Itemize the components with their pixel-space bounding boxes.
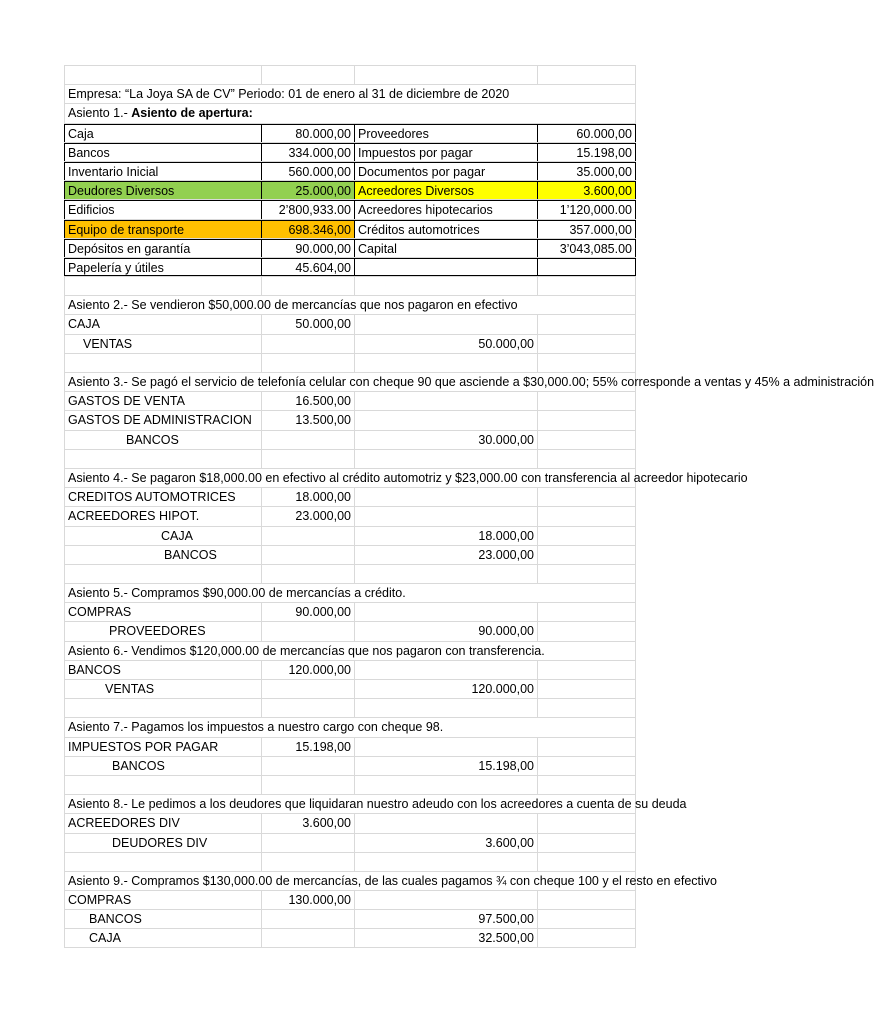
asiento-4-title[interactable]: Asiento 4.- Se pagaron $18,000.00 en efectivo al crédito automotriz y $23,000.00 con transferencia al acreedor hipotecario (64, 469, 636, 487)
asiento-title-row (64, 641, 636, 660)
cell[interactable] (261, 277, 354, 295)
credit-account[interactable]: CAJA (64, 527, 261, 545)
company-row (64, 84, 636, 103)
opening-credit-account[interactable]: Proveedores (354, 124, 537, 142)
credit-account[interactable]: VENTAS (64, 680, 261, 698)
debit-amount[interactable]: 90.000,00 (261, 603, 354, 621)
cell[interactable] (261, 66, 354, 84)
cell[interactable] (261, 757, 354, 775)
cell[interactable] (354, 738, 537, 756)
cell[interactable] (537, 603, 636, 621)
cell[interactable] (354, 853, 537, 871)
cell[interactable] (261, 699, 354, 717)
credit-amount[interactable]: 120.000,00 (354, 680, 537, 698)
cell[interactable] (537, 488, 636, 506)
opening-debit-amount[interactable]: 698.346,00 (261, 220, 354, 238)
asiento-1-title[interactable] (64, 104, 636, 122)
opening-credit-amount[interactable]: 1’120,000.00 (537, 200, 636, 218)
credit-amount[interactable]: 3.600,00 (354, 834, 537, 852)
opening-debit-amount[interactable]: 80.000,00 (261, 124, 354, 142)
opening-credit-account[interactable] (354, 258, 537, 276)
journal-row (64, 487, 636, 506)
empty-row (64, 65, 636, 84)
opening-debit-amount[interactable]: 2’800,933.00 (261, 200, 354, 218)
cell[interactable] (261, 910, 354, 928)
asiento-3-title[interactable]: Asiento 3.- Se pagó el servicio de telefonía celular con cheque 90 que asciende a $30,000.00; 55% corresponde a ventas y 45% a administración (64, 373, 636, 391)
cell[interactable] (354, 565, 537, 583)
cell[interactable] (354, 661, 537, 679)
cell[interactable] (537, 699, 636, 717)
empty-row (64, 276, 636, 295)
journal-row (64, 334, 636, 353)
cell[interactable] (537, 680, 636, 698)
journal-row (64, 737, 636, 756)
cell[interactable] (354, 699, 537, 717)
cell[interactable] (354, 354, 537, 372)
asiento-1-prefix: Asiento 1.- (68, 106, 132, 121)
cell[interactable] (537, 853, 636, 871)
journal-row (64, 909, 636, 928)
debit-amount[interactable]: 3.600,00 (261, 814, 354, 832)
spreadsheet (64, 65, 874, 948)
credit-amount[interactable]: 90.000,00 (354, 622, 537, 640)
cell[interactable] (537, 392, 636, 410)
opening-credit-amount[interactable]: 3.600,00 (537, 181, 636, 199)
credit-amount[interactable]: 15.198,00 (354, 757, 537, 775)
cell[interactable] (64, 66, 261, 84)
asiento-7-title[interactable]: Asiento 7.- Pagamos los impuestos a nuestro cargo con cheque 98. (64, 718, 636, 736)
debit-amount[interactable]: 23.000,00 (261, 507, 354, 525)
opening-debit-amount[interactable]: 560.000,00 (261, 162, 354, 180)
cell[interactable] (64, 853, 261, 871)
opening-credit-account[interactable]: Capital (354, 239, 537, 257)
empty-row (64, 449, 636, 468)
debit-account[interactable]: GASTOS DE ADMINISTRACION (64, 411, 261, 429)
cell[interactable] (537, 335, 636, 353)
credit-account[interactable]: BANCOS (64, 757, 261, 775)
debit-amount[interactable]: 16.500,00 (261, 392, 354, 410)
cell[interactable] (537, 738, 636, 756)
cell[interactable] (537, 450, 636, 468)
asiento-title-row (64, 295, 636, 314)
journal-row (64, 391, 636, 410)
credit-amount[interactable]: 18.000,00 (354, 527, 537, 545)
opening-credit-account[interactable]: Acreedores Diversos (354, 181, 537, 199)
debit-account[interactable]: COMPRAS (64, 603, 261, 621)
opening-debit-account[interactable]: Papelería y útiles (64, 258, 261, 276)
cell[interactable] (354, 488, 537, 506)
debit-account[interactable]: CAJA (64, 315, 261, 333)
cell[interactable] (537, 910, 636, 928)
opening-credit-amount[interactable]: 3’043,085.00 (537, 239, 636, 257)
opening-debit-account[interactable]: Caja (64, 124, 261, 142)
debit-account[interactable]: GASTOS DE VENTA (64, 392, 261, 410)
debit-amount[interactable]: 18.000,00 (261, 488, 354, 506)
debit-account[interactable]: BANCOS (64, 661, 261, 679)
cell[interactable] (537, 661, 636, 679)
opening-row (64, 219, 636, 238)
debit-account[interactable]: ACREEDORES HIPOT. (64, 507, 261, 525)
debit-account[interactable]: ACREEDORES DIV (64, 814, 261, 832)
journal-row (64, 602, 636, 621)
cell[interactable] (354, 776, 537, 794)
asiento-1-row (64, 103, 636, 122)
asiento-title-row (64, 583, 636, 602)
opening-credit-account[interactable]: Créditos automotrices (354, 220, 537, 238)
opening-row (64, 199, 636, 218)
debit-account[interactable]: IMPUESTOS POR PAGAR (64, 738, 261, 756)
cell[interactable] (261, 929, 354, 946)
cell[interactable] (537, 834, 636, 852)
cell[interactable] (64, 776, 261, 794)
cell[interactable] (537, 507, 636, 525)
cell[interactable] (537, 757, 636, 775)
cell[interactable] (354, 66, 537, 84)
journal-row (64, 506, 636, 525)
opening-debit-account[interactable]: Deudores Diversos (64, 181, 261, 199)
journal-row (64, 410, 636, 429)
opening-debit-account[interactable]: Depósitos en garantía (64, 239, 261, 257)
cell[interactable] (537, 66, 636, 84)
cell[interactable] (261, 565, 354, 583)
cell[interactable] (64, 699, 261, 717)
journal-row (64, 890, 636, 909)
credit-account[interactable]: BANCOS (64, 910, 261, 928)
cell[interactable] (64, 565, 261, 583)
cell[interactable] (537, 411, 636, 429)
credit-account[interactable]: BANCOS (64, 431, 261, 449)
credit-amount[interactable]: 97.500,00 (354, 910, 537, 928)
asiento-1-heading: Asiento de apertura: (131, 106, 253, 121)
debit-amount[interactable]: 13.500,00 (261, 411, 354, 429)
cell[interactable] (261, 431, 354, 449)
cell[interactable] (354, 891, 537, 909)
asiento-6-title[interactable]: Asiento 6.- Vendimos $120,000.00 de mercancías que nos pagaron con transferencia. (64, 642, 636, 660)
credit-account[interactable]: BANCOS (64, 546, 261, 564)
credit-amount[interactable]: 32.500,00 (354, 929, 537, 946)
opening-debit-account[interactable]: Inventario Inicial (64, 162, 261, 180)
cell[interactable] (261, 622, 354, 640)
opening-row (64, 238, 636, 257)
asiento-title-row (64, 871, 717, 890)
opening-credit-account[interactable]: Documentos por pagar (354, 162, 537, 180)
credit-amount[interactable]: 30.000,00 (354, 431, 537, 449)
asiento-5-title[interactable]: Asiento 5.- Compramos $90,000.00 de mercancías a crédito. (64, 584, 636, 602)
cell[interactable] (354, 315, 537, 333)
journal-row (64, 660, 636, 679)
opening-debit-account[interactable]: Bancos (64, 143, 261, 161)
opening-debit-account[interactable]: Edificios (64, 200, 261, 218)
journal-row (64, 526, 636, 545)
cell[interactable] (261, 335, 354, 353)
opening-credit-amount[interactable]: 60.000,00 (537, 124, 636, 142)
cell[interactable] (537, 929, 636, 946)
opening-debit-amount[interactable]: 334.000,00 (261, 143, 354, 161)
asiento-8-title[interactable]: Asiento 8.- Le pedimos a los deudores que liquidaran nuestro adeudo con los acreedores a cuenta de su deuda (64, 795, 636, 813)
cell[interactable] (537, 622, 636, 640)
opening-row (64, 142, 636, 161)
cell[interactable] (261, 680, 354, 698)
asiento-9-title[interactable]: Asiento 9.- Compramos $130,000.00 de mercancías, de las cuales pagamos ¾ con cheque 100 y el resto en efectivo (64, 872, 636, 890)
journal-row (64, 430, 636, 449)
journal-row (64, 621, 636, 640)
cell[interactable] (537, 354, 636, 372)
cell[interactable] (537, 891, 636, 909)
cell[interactable] (537, 527, 636, 545)
asiento-2-title[interactable]: Asiento 2.- Se vendieron $50,000.00 de mercancías que nos pagaron en efectivo (64, 296, 636, 314)
opening-row (64, 161, 636, 180)
opening-debit-amount[interactable]: 90.000,00 (261, 239, 354, 257)
asiento-title-row (64, 794, 687, 813)
company-line[interactable]: Empresa: “La Joya SA de CV” Periodo: 01 de enero al 31 de diciembre de 2020 (64, 85, 636, 103)
empty-row (64, 852, 636, 871)
opening-credit-account[interactable]: Acreedores hipotecarios (354, 200, 537, 218)
journal-row (64, 928, 636, 947)
credit-account[interactable]: DEUDORES DIV (64, 834, 261, 852)
opening-debit-amount[interactable]: 45.604,00 (261, 258, 354, 276)
cell[interactable] (261, 450, 354, 468)
debit-account[interactable]: COMPRAS (64, 891, 261, 909)
cell[interactable] (64, 450, 261, 468)
cell[interactable] (537, 277, 636, 295)
empty-row (64, 775, 636, 794)
empty-row (64, 353, 636, 372)
cell[interactable] (64, 354, 261, 372)
empty-row (64, 698, 636, 717)
opening-debit-account[interactable]: Equipo de transporte (64, 220, 261, 238)
asiento-title-row (64, 717, 636, 736)
journal-row (64, 833, 636, 852)
debit-amount[interactable]: 130.000,00 (261, 891, 354, 909)
cell[interactable] (537, 431, 636, 449)
credit-amount[interactable]: 50.000,00 (354, 335, 537, 353)
opening-credit-amount[interactable]: 35.000,00 (537, 162, 636, 180)
opening-row (64, 180, 636, 199)
empty-row (64, 564, 636, 583)
cell[interactable] (537, 814, 636, 832)
debit-amount[interactable]: 50.000,00 (261, 315, 354, 333)
cell[interactable] (261, 776, 354, 794)
credit-account[interactable]: CAJA (64, 929, 261, 946)
opening-debit-amount[interactable]: 25.000,00 (261, 181, 354, 199)
asiento-title-row (64, 468, 748, 487)
opening-credit-amount[interactable]: 357.000,00 (537, 220, 636, 238)
cell[interactable] (537, 315, 636, 333)
cell[interactable] (537, 776, 636, 794)
asiento-title-row (64, 372, 874, 391)
opening-credit-account[interactable]: Impuestos por pagar (354, 143, 537, 161)
journal-row (64, 756, 636, 775)
opening-row (64, 257, 636, 276)
debit-amount[interactable]: 15.198,00 (261, 738, 354, 756)
opening-credit-amount[interactable]: 15.198,00 (537, 143, 636, 161)
cell[interactable] (261, 853, 354, 871)
journal-row (64, 545, 636, 564)
debit-amount[interactable]: 120.000,00 (261, 661, 354, 679)
opening-credit-amount[interactable] (537, 258, 636, 276)
cell[interactable] (261, 354, 354, 372)
opening-row (64, 123, 636, 142)
journal-row (64, 314, 636, 333)
cell[interactable] (354, 277, 537, 295)
cell[interactable] (537, 565, 636, 583)
credit-amount[interactable]: 23.000,00 (354, 546, 537, 564)
journal-row (64, 679, 636, 698)
cell[interactable] (261, 834, 354, 852)
cell[interactable] (354, 450, 537, 468)
cell[interactable] (354, 392, 537, 410)
debit-account[interactable]: CREDITOS AUTOMOTRICES (64, 488, 261, 506)
cell[interactable] (64, 277, 261, 295)
journal-row (64, 813, 636, 832)
credit-account[interactable]: PROVEEDORES (64, 622, 261, 640)
cell[interactable] (354, 507, 537, 525)
cell[interactable] (354, 814, 537, 832)
cell[interactable] (354, 411, 537, 429)
credit-account[interactable]: VENTAS (64, 335, 261, 353)
cell[interactable] (354, 603, 537, 621)
cell[interactable] (261, 546, 354, 564)
cell[interactable] (261, 527, 354, 545)
cell[interactable] (537, 546, 636, 564)
